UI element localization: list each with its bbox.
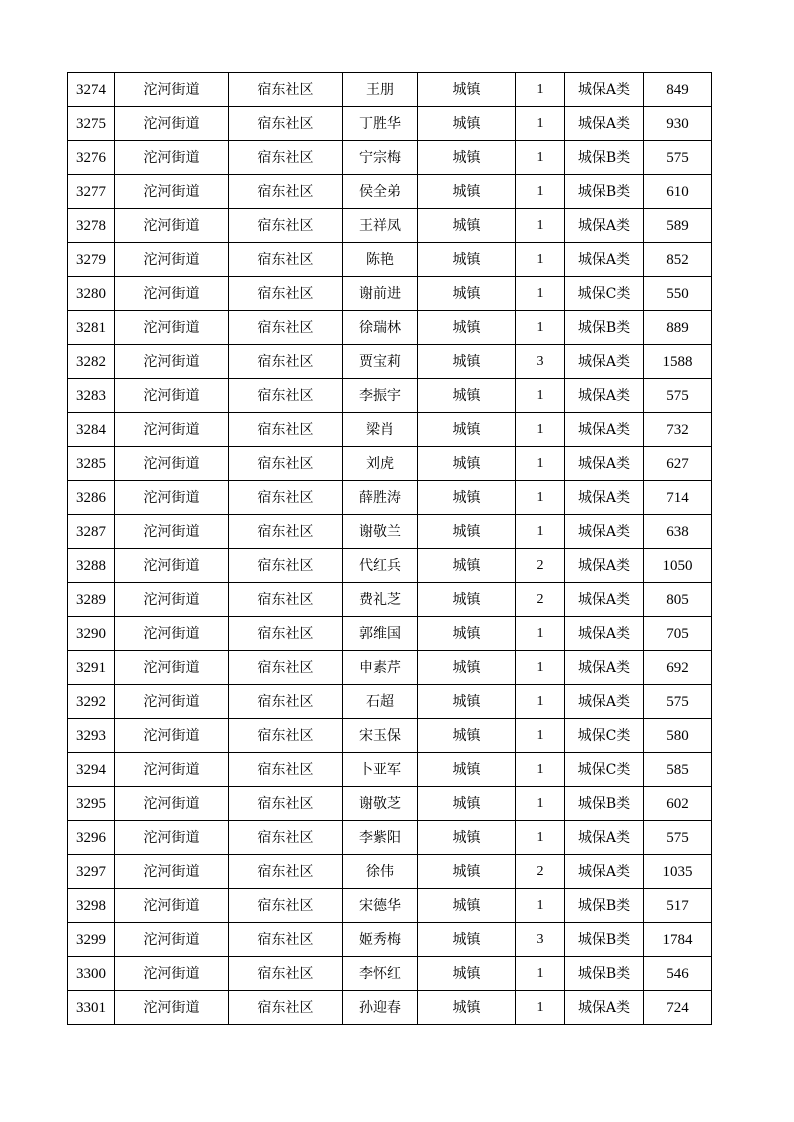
category-cell: 城保A类 [565,515,644,549]
amount-cell: 889 [644,311,712,345]
community-cell: 宿东社区 [229,73,343,107]
row-number: 3276 [68,141,115,175]
area-type-cell: 城镇 [418,209,516,243]
amount-cell: 732 [644,413,712,447]
household-size-cell: 1 [516,107,565,141]
table-row [68,311,712,345]
row-number: 3274 [68,73,115,107]
table-row [68,719,712,753]
name-cell: 李怀红 [343,957,418,991]
table-row [68,243,712,277]
area-type-cell: 城镇 [418,957,516,991]
community-cell: 宿东社区 [229,447,343,481]
community-cell: 宿东社区 [229,549,343,583]
community-cell: 宿东社区 [229,957,343,991]
row-number: 3279 [68,243,115,277]
data-table [67,72,712,1025]
category-cell: 城保B类 [565,141,644,175]
household-size-cell: 1 [516,617,565,651]
name-cell: 陈艳 [343,243,418,277]
row-number: 3293 [68,719,115,753]
area-type-cell: 城镇 [418,277,516,311]
household-size-cell: 1 [516,787,565,821]
category-cell: 城保A类 [565,549,644,583]
table-row [68,413,712,447]
street-cell: 沱河街道 [115,311,229,345]
street-cell: 沱河街道 [115,141,229,175]
table-row [68,889,712,923]
street-cell: 沱河街道 [115,73,229,107]
amount-cell: 550 [644,277,712,311]
table-row [68,107,712,141]
community-cell: 宿东社区 [229,889,343,923]
table-row [68,447,712,481]
area-type-cell: 城镇 [418,651,516,685]
area-type-cell: 城镇 [418,923,516,957]
table-row [68,855,712,889]
table-row [68,345,712,379]
row-number: 3295 [68,787,115,821]
household-size-cell: 1 [516,413,565,447]
amount-cell: 1035 [644,855,712,889]
area-type-cell: 城镇 [418,447,516,481]
household-size-cell: 1 [516,957,565,991]
name-cell: 薛胜涛 [343,481,418,515]
name-cell: 卜亚军 [343,753,418,787]
street-cell: 沱河街道 [115,447,229,481]
table-row [68,549,712,583]
area-type-cell: 城镇 [418,515,516,549]
area-type-cell: 城镇 [418,685,516,719]
household-size-cell: 1 [516,719,565,753]
amount-cell: 575 [644,379,712,413]
area-type-cell: 城镇 [418,617,516,651]
row-number: 3281 [68,311,115,345]
category-cell: 城保C类 [565,753,644,787]
community-cell: 宿东社区 [229,243,343,277]
community-cell: 宿东社区 [229,481,343,515]
name-cell: 石超 [343,685,418,719]
name-cell: 梁肖 [343,413,418,447]
community-cell: 宿东社区 [229,719,343,753]
street-cell: 沱河街道 [115,209,229,243]
community-cell: 宿东社区 [229,787,343,821]
table-row [68,685,712,719]
category-cell: 城保B类 [565,787,644,821]
category-cell: 城保A类 [565,651,644,685]
row-number: 3300 [68,957,115,991]
category-cell: 城保A类 [565,821,644,855]
area-type-cell: 城镇 [418,821,516,855]
name-cell: 丁胜华 [343,107,418,141]
street-cell: 沱河街道 [115,855,229,889]
amount-cell: 580 [644,719,712,753]
amount-cell: 546 [644,957,712,991]
name-cell: 刘虎 [343,447,418,481]
name-cell: 徐瑞林 [343,311,418,345]
name-cell: 费礼芝 [343,583,418,617]
name-cell: 宁宗梅 [343,141,418,175]
community-cell: 宿东社区 [229,685,343,719]
street-cell: 沱河街道 [115,175,229,209]
street-cell: 沱河街道 [115,413,229,447]
table-row [68,481,712,515]
community-cell: 宿东社区 [229,413,343,447]
household-size-cell: 1 [516,991,565,1025]
household-size-cell: 2 [516,583,565,617]
name-cell: 谢敬芝 [343,787,418,821]
household-size-cell: 1 [516,311,565,345]
name-cell: 徐伟 [343,855,418,889]
row-number: 3292 [68,685,115,719]
street-cell: 沱河街道 [115,651,229,685]
table-row [68,991,712,1025]
street-cell: 沱河街道 [115,549,229,583]
table-row [68,277,712,311]
street-cell: 沱河街道 [115,719,229,753]
table-row [68,821,712,855]
area-type-cell: 城镇 [418,855,516,889]
category-cell: 城保A类 [565,379,644,413]
table-row [68,753,712,787]
household-size-cell: 1 [516,821,565,855]
area-type-cell: 城镇 [418,549,516,583]
area-type-cell: 城镇 [418,583,516,617]
household-size-cell: 1 [516,175,565,209]
amount-cell: 575 [644,685,712,719]
street-cell: 沱河街道 [115,821,229,855]
street-cell: 沱河街道 [115,753,229,787]
category-cell: 城保C类 [565,277,644,311]
amount-cell: 1588 [644,345,712,379]
table-row [68,651,712,685]
community-cell: 宿东社区 [229,753,343,787]
community-cell: 宿东社区 [229,107,343,141]
community-cell: 宿东社区 [229,515,343,549]
area-type-cell: 城镇 [418,73,516,107]
category-cell: 城保A类 [565,617,644,651]
community-cell: 宿东社区 [229,651,343,685]
community-cell: 宿东社区 [229,821,343,855]
row-number: 3301 [68,991,115,1025]
household-size-cell: 1 [516,447,565,481]
household-size-cell: 1 [516,889,565,923]
table-row [68,617,712,651]
category-cell: 城保B类 [565,957,644,991]
row-number: 3294 [68,753,115,787]
row-number: 3287 [68,515,115,549]
community-cell: 宿东社区 [229,855,343,889]
name-cell: 贾宝莉 [343,345,418,379]
amount-cell: 1050 [644,549,712,583]
table-row [68,515,712,549]
area-type-cell: 城镇 [418,311,516,345]
category-cell: 城保B类 [565,889,644,923]
row-number: 3285 [68,447,115,481]
street-cell: 沱河街道 [115,583,229,617]
table-row [68,141,712,175]
category-cell: 城保A类 [565,73,644,107]
amount-cell: 638 [644,515,712,549]
area-type-cell: 城镇 [418,175,516,209]
street-cell: 沱河街道 [115,923,229,957]
name-cell: 李振宇 [343,379,418,413]
row-number: 3284 [68,413,115,447]
category-cell: 城保A类 [565,209,644,243]
community-cell: 宿东社区 [229,311,343,345]
household-size-cell: 1 [516,141,565,175]
community-cell: 宿东社区 [229,379,343,413]
row-number: 3288 [68,549,115,583]
community-cell: 宿东社区 [229,991,343,1025]
area-type-cell: 城镇 [418,107,516,141]
amount-cell: 714 [644,481,712,515]
area-type-cell: 城镇 [418,141,516,175]
street-cell: 沱河街道 [115,515,229,549]
table-row [68,957,712,991]
amount-cell: 692 [644,651,712,685]
row-number: 3283 [68,379,115,413]
amount-cell: 705 [644,617,712,651]
amount-cell: 724 [644,991,712,1025]
row-number: 3280 [68,277,115,311]
name-cell: 谢敬兰 [343,515,418,549]
name-cell: 李紫阳 [343,821,418,855]
table-row [68,787,712,821]
community-cell: 宿东社区 [229,923,343,957]
area-type-cell: 城镇 [418,481,516,515]
street-cell: 沱河街道 [115,107,229,141]
amount-cell: 852 [644,243,712,277]
area-type-cell: 城镇 [418,243,516,277]
category-cell: 城保B类 [565,175,644,209]
community-cell: 宿东社区 [229,175,343,209]
amount-cell: 575 [644,141,712,175]
name-cell: 侯全弟 [343,175,418,209]
category-cell: 城保A类 [565,243,644,277]
household-size-cell: 1 [516,73,565,107]
category-cell: 城保A类 [565,345,644,379]
row-number: 3299 [68,923,115,957]
street-cell: 沱河街道 [115,243,229,277]
name-cell: 王朋 [343,73,418,107]
street-cell: 沱河街道 [115,889,229,923]
amount-cell: 575 [644,821,712,855]
street-cell: 沱河街道 [115,345,229,379]
street-cell: 沱河街道 [115,617,229,651]
row-number: 3282 [68,345,115,379]
amount-cell: 1784 [644,923,712,957]
row-number: 3298 [68,889,115,923]
amount-cell: 585 [644,753,712,787]
row-number: 3278 [68,209,115,243]
category-cell: 城保A类 [565,481,644,515]
household-size-cell: 1 [516,243,565,277]
area-type-cell: 城镇 [418,991,516,1025]
category-cell: 城保A类 [565,413,644,447]
name-cell: 代红兵 [343,549,418,583]
category-cell: 城保B类 [565,311,644,345]
amount-cell: 627 [644,447,712,481]
name-cell: 姬秀梅 [343,923,418,957]
household-size-cell: 1 [516,481,565,515]
community-cell: 宿东社区 [229,583,343,617]
street-cell: 沱河街道 [115,991,229,1025]
row-number: 3277 [68,175,115,209]
household-size-cell: 1 [516,685,565,719]
category-cell: 城保C类 [565,719,644,753]
row-number: 3291 [68,651,115,685]
category-cell: 城保A类 [565,685,644,719]
street-cell: 沱河街道 [115,957,229,991]
table-row [68,379,712,413]
household-size-cell: 3 [516,345,565,379]
household-size-cell: 3 [516,923,565,957]
community-cell: 宿东社区 [229,277,343,311]
row-number: 3290 [68,617,115,651]
street-cell: 沱河街道 [115,277,229,311]
area-type-cell: 城镇 [418,379,516,413]
amount-cell: 930 [644,107,712,141]
category-cell: 城保A类 [565,855,644,889]
area-type-cell: 城镇 [418,889,516,923]
area-type-cell: 城镇 [418,753,516,787]
amount-cell: 849 [644,73,712,107]
household-size-cell: 1 [516,277,565,311]
household-size-cell: 1 [516,209,565,243]
table-row [68,73,712,107]
name-cell: 郭维国 [343,617,418,651]
area-type-cell: 城镇 [418,345,516,379]
category-cell: 城保A类 [565,447,644,481]
amount-cell: 602 [644,787,712,821]
category-cell: 城保B类 [565,923,644,957]
category-cell: 城保A类 [565,583,644,617]
name-cell: 孙迎春 [343,991,418,1025]
amount-cell: 517 [644,889,712,923]
row-number: 3275 [68,107,115,141]
area-type-cell: 城镇 [418,413,516,447]
street-cell: 沱河街道 [115,481,229,515]
table-row [68,175,712,209]
area-type-cell: 城镇 [418,719,516,753]
row-number: 3289 [68,583,115,617]
community-cell: 宿东社区 [229,141,343,175]
row-number: 3296 [68,821,115,855]
area-type-cell: 城镇 [418,787,516,821]
name-cell: 宋德华 [343,889,418,923]
community-cell: 宿东社区 [229,345,343,379]
name-cell: 宋玉保 [343,719,418,753]
household-size-cell: 2 [516,549,565,583]
household-size-cell: 2 [516,855,565,889]
table-body [68,73,712,1025]
table-row [68,583,712,617]
household-size-cell: 1 [516,379,565,413]
category-cell: 城保A类 [565,991,644,1025]
amount-cell: 610 [644,175,712,209]
street-cell: 沱河街道 [115,685,229,719]
household-size-cell: 1 [516,651,565,685]
table-row [68,209,712,243]
name-cell: 王祥凤 [343,209,418,243]
name-cell: 谢前进 [343,277,418,311]
amount-cell: 589 [644,209,712,243]
row-number: 3286 [68,481,115,515]
category-cell: 城保A类 [565,107,644,141]
row-number: 3297 [68,855,115,889]
community-cell: 宿东社区 [229,617,343,651]
household-size-cell: 1 [516,753,565,787]
amount-cell: 805 [644,583,712,617]
community-cell: 宿东社区 [229,209,343,243]
street-cell: 沱河街道 [115,379,229,413]
table-row [68,923,712,957]
household-size-cell: 1 [516,515,565,549]
name-cell: 申素芹 [343,651,418,685]
street-cell: 沱河街道 [115,787,229,821]
